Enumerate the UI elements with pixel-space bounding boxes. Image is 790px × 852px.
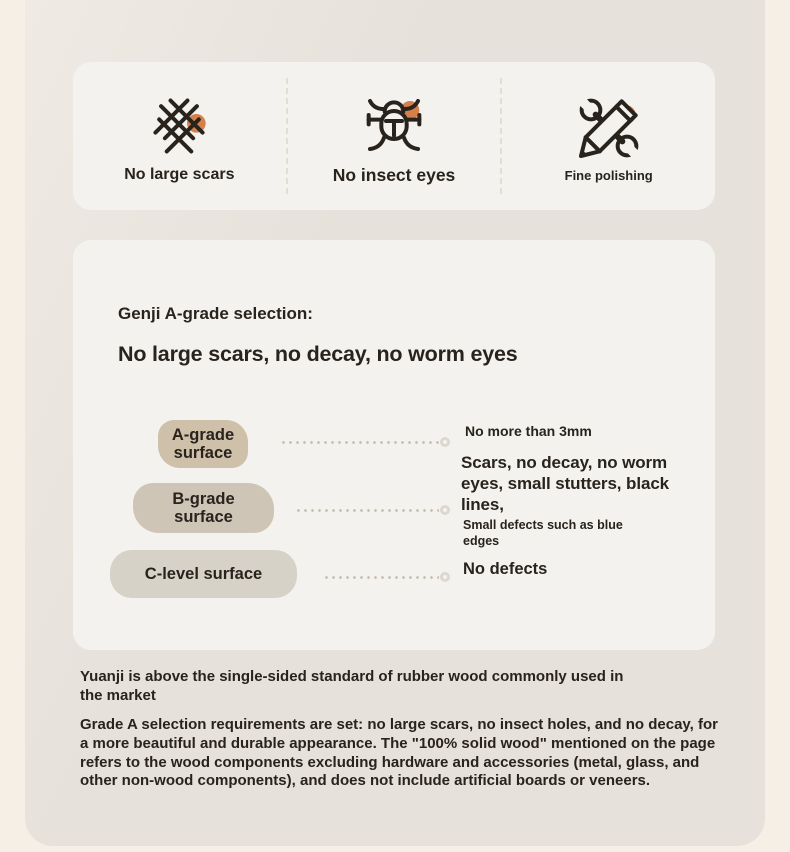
grade-pill-label: A-grade surface (171, 425, 235, 462)
content-panel (25, 0, 765, 846)
note-b-grade-sub: Small defects such as blue edges (463, 518, 623, 549)
dotted-line (295, 509, 439, 512)
dotted-line (323, 576, 439, 579)
dotted-connector-b (295, 502, 450, 518)
feature-label: No insect eyes (332, 164, 456, 185)
feature-label: Fine polishing (564, 167, 653, 183)
feature-label: No large scars (124, 166, 235, 183)
tools-icon (577, 96, 641, 160)
dotted-connector-a (280, 434, 450, 450)
feature-no-insect-eyes (288, 62, 501, 210)
note-a-grade: No more than 3mm (465, 423, 592, 439)
feature-fine-polishing (502, 62, 715, 210)
feature-no-large-scars (73, 62, 286, 210)
note-b-grade-main: Scars, no decay, no worm eyes, small stutters, black lines, (461, 453, 670, 515)
selection-title: No large scars, no decay, no worm eyes (118, 342, 518, 366)
selection-heading: Genji A-grade selection: (118, 304, 313, 323)
grade-pill-label: B-grade surface (172, 489, 235, 526)
features-card (73, 62, 715, 210)
footer-paragraph-1: Yuanji is above the single-sided standard of rubber wood commonly used in the market (80, 668, 624, 704)
dotted-line (280, 441, 439, 444)
grade-pill-label: C-level surface (144, 564, 263, 583)
grade-pill-c (110, 550, 297, 598)
dotted-connector-c (323, 569, 450, 585)
footer-paragraph-2: Grade A selection requirements are set: no large scars, no insect holes, and no decay, for a more beautiful and durable appearance. The "100% solid wood" mentioned on the page refers to the wood components excluding hardware and accessories (metal, glass, and other non-wood components), and does not include artificial boards or veneers. (80, 715, 718, 790)
insect-icon (362, 93, 426, 157)
ring-marker (440, 505, 450, 515)
footer-description (80, 668, 730, 791)
ring-marker (440, 437, 450, 447)
grade-pill-a (158, 420, 248, 468)
note-c-grade: No defects (463, 560, 548, 578)
scars-icon (147, 94, 211, 158)
grade-pill-b (133, 483, 274, 533)
ring-marker (440, 572, 450, 582)
grade-selection-card (73, 240, 715, 650)
